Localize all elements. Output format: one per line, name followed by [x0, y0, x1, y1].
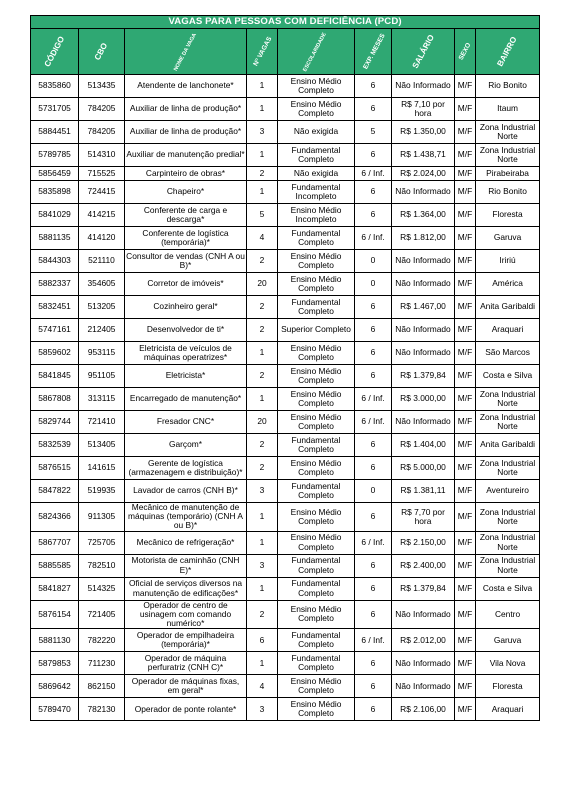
codigo-cell: 5824366 — [31, 503, 79, 532]
cbo-cell: 782220 — [79, 629, 125, 652]
escolaridade-cell: Ensino Médio Completo — [278, 457, 355, 480]
escolaridade-cell: Ensino Médio Incompleto — [278, 204, 355, 227]
escolaridade-cell: Superior Completo — [278, 319, 355, 342]
table-row — [31, 121, 540, 144]
table-row — [31, 250, 540, 273]
bairro-cell: Costa e Silva — [476, 365, 540, 388]
salario-cell: R$ 1.467,00 — [392, 296, 455, 319]
escolaridade-cell: Ensino Médio Completo — [278, 98, 355, 121]
table-row — [31, 296, 540, 319]
codigo-cell: 5829744 — [31, 411, 79, 434]
num-vagas-cell: 4 — [247, 675, 278, 698]
bairro-cell: Zona Industrial Norte — [476, 388, 540, 411]
sexo-cell: M/F — [455, 181, 476, 204]
salario-cell: R$ 7,70 por hora — [392, 503, 455, 532]
num-vagas-cell: 1 — [247, 75, 278, 98]
cbo-cell: 519935 — [79, 480, 125, 503]
col-header-codigo: CÓDIGO — [31, 29, 79, 75]
escolaridade-cell: Fundamental Incompleto — [278, 181, 355, 204]
cbo-cell: 951105 — [79, 365, 125, 388]
escolaridade-cell: Fundamental Completo — [278, 652, 355, 675]
cbo-cell: 911305 — [79, 503, 125, 532]
col-header-num-vagas: Nº VAGAS — [247, 29, 278, 75]
cbo-cell: 724415 — [79, 181, 125, 204]
codigo-cell: 5867707 — [31, 531, 79, 554]
bairro-cell: Vila Nova — [476, 652, 540, 675]
salario-cell: Não Informado — [392, 181, 455, 204]
bairro-cell: Pirabeiraba — [476, 167, 540, 181]
bairro-cell: Zona Industrial Norte — [476, 457, 540, 480]
bairro-cell: América — [476, 273, 540, 296]
exp-meses-cell: 6 — [355, 204, 392, 227]
escolaridade-cell: Fundamental Completo — [278, 554, 355, 577]
bairro-cell: São Marcos — [476, 342, 540, 365]
escolaridade-cell: Ensino Médio Completo — [278, 342, 355, 365]
cbo-cell: 212405 — [79, 319, 125, 342]
vagas-table — [30, 15, 540, 721]
nome-vaga-cell: Carpinteiro de obras* — [125, 167, 247, 181]
exp-meses-cell: 0 — [355, 273, 392, 296]
table-row — [31, 577, 540, 600]
bairro-cell: Floresta — [476, 675, 540, 698]
nome-vaga-cell: Lavador de carros (CNH B)* — [125, 480, 247, 503]
bairro-cell: Zona Industrial Norte — [476, 531, 540, 554]
sexo-cell: M/F — [455, 388, 476, 411]
salario-cell: R$ 1.379,84 — [392, 577, 455, 600]
table-row — [31, 675, 540, 698]
codigo-cell: 5832539 — [31, 434, 79, 457]
sexo-cell: M/F — [455, 121, 476, 144]
exp-meses-cell: 6 — [355, 503, 392, 532]
nome-vaga-cell: Fresador CNC* — [125, 411, 247, 434]
escolaridade-cell: Não exigida — [278, 121, 355, 144]
sexo-cell: M/F — [455, 98, 476, 121]
codigo-cell: 5881130 — [31, 629, 79, 652]
bairro-cell: Zona Industrial Norte — [476, 121, 540, 144]
codigo-cell: 5876515 — [31, 457, 79, 480]
exp-meses-cell: 6 — [355, 698, 392, 721]
sexo-cell: M/F — [455, 434, 476, 457]
escolaridade-cell: Não exigida — [278, 167, 355, 181]
salario-cell: Não Informado — [392, 652, 455, 675]
sexo-cell: M/F — [455, 698, 476, 721]
nome-vaga-cell: Gerente de logística (armazenagem e distribuição)* — [125, 457, 247, 480]
cbo-cell: 721405 — [79, 600, 125, 629]
col-header-sexo: SEXO — [455, 29, 476, 75]
sexo-cell: M/F — [455, 652, 476, 675]
salario-cell: Não Informado — [392, 675, 455, 698]
bairro-cell: Zona Industrial Norte — [476, 554, 540, 577]
salario-cell: R$ 1.438,71 — [392, 144, 455, 167]
escolaridade-cell: Ensino Médio Completo — [278, 365, 355, 388]
escolaridade-cell: Ensino Médio Completo — [278, 503, 355, 532]
num-vagas-cell: 1 — [247, 531, 278, 554]
escolaridade-cell: Fundamental Completo — [278, 577, 355, 600]
sexo-cell: M/F — [455, 675, 476, 698]
salario-cell: R$ 2.012,00 — [392, 629, 455, 652]
exp-meses-cell: 6 — [355, 181, 392, 204]
num-vagas-cell: 5 — [247, 204, 278, 227]
codigo-cell: 5879853 — [31, 652, 79, 675]
codigo-cell: 5835860 — [31, 75, 79, 98]
cbo-cell: 782130 — [79, 698, 125, 721]
cbo-cell: 784205 — [79, 98, 125, 121]
table-row — [31, 204, 540, 227]
cbo-cell: 414215 — [79, 204, 125, 227]
num-vagas-cell: 2 — [247, 600, 278, 629]
bairro-cell: Itaum — [476, 98, 540, 121]
codigo-cell: 5884451 — [31, 121, 79, 144]
salario-cell: Não Informado — [392, 319, 455, 342]
escolaridade-cell: Ensino Médio Completo — [278, 411, 355, 434]
salario-cell: Não Informado — [392, 250, 455, 273]
cbo-cell: 725705 — [79, 531, 125, 554]
nome-vaga-cell: Operador de centro de usinagem com comando numérico* — [125, 600, 247, 629]
table-row — [31, 480, 540, 503]
table-row — [31, 365, 540, 388]
cbo-cell: 782510 — [79, 554, 125, 577]
nome-vaga-cell: Motorista de caminhão (CNH E)* — [125, 554, 247, 577]
escolaridade-cell: Ensino Médio Completo — [278, 388, 355, 411]
codigo-cell: 5747161 — [31, 319, 79, 342]
num-vagas-cell: 1 — [247, 98, 278, 121]
codigo-cell: 5856459 — [31, 167, 79, 181]
exp-meses-cell: 6 / Inf. — [355, 227, 392, 250]
exp-meses-cell: 6 — [355, 365, 392, 388]
cbo-cell: 721410 — [79, 411, 125, 434]
nome-vaga-cell: Mecânico de manutenção de máquinas (temporário) (CNH A ou B)* — [125, 503, 247, 532]
codigo-cell: 5841029 — [31, 204, 79, 227]
exp-meses-cell: 6 / Inf. — [355, 629, 392, 652]
exp-meses-cell: 6 — [355, 577, 392, 600]
escolaridade-cell: Ensino Médio Completo — [278, 600, 355, 629]
nome-vaga-cell: Mecânico de refrigeração* — [125, 531, 247, 554]
num-vagas-cell: 1 — [247, 181, 278, 204]
cbo-cell: 313115 — [79, 388, 125, 411]
codigo-cell: 5859602 — [31, 342, 79, 365]
num-vagas-cell: 3 — [247, 554, 278, 577]
sexo-cell: M/F — [455, 457, 476, 480]
bairro-cell: Zona Industrial Norte — [476, 411, 540, 434]
nome-vaga-cell: Conferente de logística (temporária)* — [125, 227, 247, 250]
sexo-cell: M/F — [455, 531, 476, 554]
escolaridade-cell: Ensino Médio Completo — [278, 273, 355, 296]
num-vagas-cell: 2 — [247, 250, 278, 273]
num-vagas-cell: 1 — [247, 144, 278, 167]
table-row — [31, 554, 540, 577]
num-vagas-cell: 1 — [247, 342, 278, 365]
exp-meses-cell: 6 / Inf. — [355, 167, 392, 181]
col-header-bairro: BAIRRO — [476, 29, 540, 75]
table-row — [31, 342, 540, 365]
col-header-escolaridade: ESCOLARIDADE — [278, 29, 355, 75]
exp-meses-cell: 6 / Inf. — [355, 388, 392, 411]
codigo-cell: 5882337 — [31, 273, 79, 296]
nome-vaga-cell: Consultor de vendas (CNH A ou B)* — [125, 250, 247, 273]
bairro-cell: Rio Bonito — [476, 75, 540, 98]
bairro-cell: Anita Garibaldi — [476, 434, 540, 457]
nome-vaga-cell: Operador de máquinas fixas, em geral* — [125, 675, 247, 698]
codigo-cell: 5844303 — [31, 250, 79, 273]
num-vagas-cell: 2 — [247, 365, 278, 388]
table-row — [31, 457, 540, 480]
sexo-cell: M/F — [455, 342, 476, 365]
col-header-cbo: CBO — [79, 29, 125, 75]
exp-meses-cell: 6 — [355, 144, 392, 167]
table-row — [31, 600, 540, 629]
num-vagas-cell: 2 — [247, 319, 278, 342]
table-row — [31, 319, 540, 342]
salario-cell: R$ 1.404,00 — [392, 434, 455, 457]
bairro-cell: Anita Garibaldi — [476, 296, 540, 319]
exp-meses-cell: 6 / Inf. — [355, 531, 392, 554]
exp-meses-cell: 6 — [355, 652, 392, 675]
col-header-nome-vaga: NOME DA VAGA — [125, 29, 247, 75]
salario-cell: R$ 3.000,00 — [392, 388, 455, 411]
table-row — [31, 434, 540, 457]
escolaridade-cell: Fundamental Completo — [278, 434, 355, 457]
bairro-cell: Rio Bonito — [476, 181, 540, 204]
escolaridade-cell: Fundamental Completo — [278, 296, 355, 319]
salario-cell: R$ 1.812,00 — [392, 227, 455, 250]
salario-cell: R$ 2.106,00 — [392, 698, 455, 721]
exp-meses-cell: 6 — [355, 434, 392, 457]
bairro-cell: Zona Industrial Norte — [476, 144, 540, 167]
exp-meses-cell: 6 — [355, 75, 392, 98]
num-vagas-cell: 3 — [247, 698, 278, 721]
num-vagas-cell: 1 — [247, 652, 278, 675]
exp-meses-cell: 5 — [355, 121, 392, 144]
sexo-cell: M/F — [455, 503, 476, 532]
salario-cell: R$ 1.350,00 — [392, 121, 455, 144]
nome-vaga-cell: Eletricista de veículos de máquinas operatrizes* — [125, 342, 247, 365]
sexo-cell: M/F — [455, 411, 476, 434]
table-row — [31, 98, 540, 121]
nome-vaga-cell: Operador de máquina perfuratriz (CNH C)* — [125, 652, 247, 675]
table-row — [31, 75, 540, 98]
num-vagas-cell: 2 — [247, 296, 278, 319]
escolaridade-cell: Fundamental Completo — [278, 227, 355, 250]
exp-meses-cell: 6 — [355, 457, 392, 480]
sexo-cell: M/F — [455, 167, 476, 181]
cbo-cell: 862150 — [79, 675, 125, 698]
cbo-cell: 354605 — [79, 273, 125, 296]
table-title: VAGAS PARA PESSOAS COM DEFICIÊNCIA (PCD) — [31, 16, 540, 29]
nome-vaga-cell: Atendente de lanchonete* — [125, 75, 247, 98]
sexo-cell: M/F — [455, 577, 476, 600]
table-row — [31, 411, 540, 434]
sexo-cell: M/F — [455, 365, 476, 388]
escolaridade-cell: Fundamental Completo — [278, 629, 355, 652]
table-row — [31, 227, 540, 250]
col-header-salario: SALÁRIO — [392, 29, 455, 75]
codigo-cell: 5841827 — [31, 577, 79, 600]
exp-meses-cell: 6 — [355, 319, 392, 342]
sexo-cell: M/F — [455, 629, 476, 652]
sexo-cell: M/F — [455, 554, 476, 577]
table-row — [31, 629, 540, 652]
cbo-cell: 414120 — [79, 227, 125, 250]
table-row — [31, 388, 540, 411]
column-header-row — [31, 29, 540, 75]
nome-vaga-cell: Desenvolvedor de ti* — [125, 319, 247, 342]
codigo-cell: 5835898 — [31, 181, 79, 204]
exp-meses-cell: 6 / Inf. — [355, 411, 392, 434]
bairro-cell: Araquari — [476, 319, 540, 342]
escolaridade-cell: Ensino Médio Completo — [278, 250, 355, 273]
nome-vaga-cell: Oficial de serviços diversos na manutenção de edificações* — [125, 577, 247, 600]
nome-vaga-cell: Encarregado de manutenção* — [125, 388, 247, 411]
salario-cell: Não Informado — [392, 273, 455, 296]
table-row — [31, 652, 540, 675]
num-vagas-cell: 1 — [247, 388, 278, 411]
sexo-cell: M/F — [455, 319, 476, 342]
bairro-cell: Garuva — [476, 227, 540, 250]
nome-vaga-cell: Corretor de imóveis* — [125, 273, 247, 296]
escolaridade-cell: Fundamental Completo — [278, 480, 355, 503]
exp-meses-cell: 0 — [355, 480, 392, 503]
salario-cell: Não Informado — [392, 600, 455, 629]
cbo-cell: 513435 — [79, 75, 125, 98]
cbo-cell: 715525 — [79, 167, 125, 181]
cbo-cell: 513205 — [79, 296, 125, 319]
num-vagas-cell: 4 — [247, 227, 278, 250]
bairro-cell: Centro — [476, 600, 540, 629]
nome-vaga-cell: Auxiliar de manutenção predial* — [125, 144, 247, 167]
salario-cell: R$ 1.379,84 — [392, 365, 455, 388]
table-row — [31, 531, 540, 554]
sexo-cell: M/F — [455, 296, 476, 319]
exp-meses-cell: 6 — [355, 600, 392, 629]
cbo-cell: 513405 — [79, 434, 125, 457]
nome-vaga-cell: Auxiliar de linha de produção* — [125, 98, 247, 121]
bairro-cell: Araquari — [476, 698, 540, 721]
salario-cell: Não Informado — [392, 75, 455, 98]
codigo-cell: 5832451 — [31, 296, 79, 319]
nome-vaga-cell: Auxiliar de linha de produção* — [125, 121, 247, 144]
escolaridade-cell: Ensino Médio Completo — [278, 698, 355, 721]
sexo-cell: M/F — [455, 273, 476, 296]
cbo-cell: 784205 — [79, 121, 125, 144]
cbo-cell: 711230 — [79, 652, 125, 675]
sexo-cell: M/F — [455, 204, 476, 227]
codigo-cell: 5789785 — [31, 144, 79, 167]
table-row — [31, 167, 540, 181]
salario-cell: Não Informado — [392, 411, 455, 434]
num-vagas-cell: 20 — [247, 273, 278, 296]
codigo-cell: 5885585 — [31, 554, 79, 577]
num-vagas-cell: 1 — [247, 577, 278, 600]
bairro-cell: Garuva — [476, 629, 540, 652]
codigo-cell: 5841845 — [31, 365, 79, 388]
exp-meses-cell: 6 — [355, 554, 392, 577]
nome-vaga-cell: Chapeiro* — [125, 181, 247, 204]
salario-cell: R$ 2.024,00 — [392, 167, 455, 181]
codigo-cell: 5731705 — [31, 98, 79, 121]
sexo-cell: M/F — [455, 600, 476, 629]
codigo-cell: 5869642 — [31, 675, 79, 698]
cbo-cell: 514325 — [79, 577, 125, 600]
cbo-cell: 521110 — [79, 250, 125, 273]
escolaridade-cell: Fundamental Completo — [278, 144, 355, 167]
salario-cell: R$ 1.364,00 — [392, 204, 455, 227]
salario-cell: R$ 2.150,00 — [392, 531, 455, 554]
exp-meses-cell: 6 — [355, 342, 392, 365]
nome-vaga-cell: Eletricista* — [125, 365, 247, 388]
exp-meses-cell: 6 — [355, 675, 392, 698]
num-vagas-cell: 6 — [247, 629, 278, 652]
num-vagas-cell: 20 — [247, 411, 278, 434]
codigo-cell: 5881135 — [31, 227, 79, 250]
num-vagas-cell: 2 — [247, 457, 278, 480]
salario-cell: Não Informado — [392, 342, 455, 365]
nome-vaga-cell: Cozinheiro geral* — [125, 296, 247, 319]
escolaridade-cell: Ensino Médio Completo — [278, 675, 355, 698]
salario-cell: R$ 5.000,00 — [392, 457, 455, 480]
bairro-cell: Zona Industrial Norte — [476, 503, 540, 532]
exp-meses-cell: 0 — [355, 250, 392, 273]
codigo-cell: 5789470 — [31, 698, 79, 721]
vagas-table-container — [30, 15, 539, 721]
escolaridade-cell: Ensino Médio Completo — [278, 75, 355, 98]
codigo-cell: 5847822 — [31, 480, 79, 503]
exp-meses-cell: 6 — [355, 98, 392, 121]
table-row — [31, 698, 540, 721]
nome-vaga-cell: Garçom* — [125, 434, 247, 457]
cbo-cell: 141615 — [79, 457, 125, 480]
table-row — [31, 181, 540, 204]
cbo-cell: 514310 — [79, 144, 125, 167]
nome-vaga-cell: Operador de empilhadeira (temporária)* — [125, 629, 247, 652]
cbo-cell: 953115 — [79, 342, 125, 365]
nome-vaga-cell: Operador de ponte rolante* — [125, 698, 247, 721]
sexo-cell: M/F — [455, 144, 476, 167]
bairro-cell: Iririú — [476, 250, 540, 273]
num-vagas-cell: 1 — [247, 503, 278, 532]
col-header-exp-meses: EXP. MESES — [355, 29, 392, 75]
sexo-cell: M/F — [455, 75, 476, 98]
bairro-cell: Aventureiro — [476, 480, 540, 503]
bairro-cell: Costa e Silva — [476, 577, 540, 600]
sexo-cell: M/F — [455, 250, 476, 273]
sexo-cell: M/F — [455, 227, 476, 250]
codigo-cell: 5867808 — [31, 388, 79, 411]
num-vagas-cell: 2 — [247, 167, 278, 181]
table-body — [31, 75, 540, 721]
salario-cell: R$ 7,10 por hora — [392, 98, 455, 121]
table-row — [31, 273, 540, 296]
num-vagas-cell: 2 — [247, 434, 278, 457]
salario-cell: R$ 2.400,00 — [392, 554, 455, 577]
salario-cell: R$ 1.381,11 — [392, 480, 455, 503]
sexo-cell: M/F — [455, 480, 476, 503]
exp-meses-cell: 6 — [355, 296, 392, 319]
bairro-cell: Floresta — [476, 204, 540, 227]
table-row — [31, 144, 540, 167]
escolaridade-cell: Ensino Médio Completo — [278, 531, 355, 554]
num-vagas-cell: 3 — [247, 121, 278, 144]
nome-vaga-cell: Conferente de carga e descarga* — [125, 204, 247, 227]
num-vagas-cell: 3 — [247, 480, 278, 503]
table-row — [31, 503, 540, 532]
codigo-cell: 5876154 — [31, 600, 79, 629]
